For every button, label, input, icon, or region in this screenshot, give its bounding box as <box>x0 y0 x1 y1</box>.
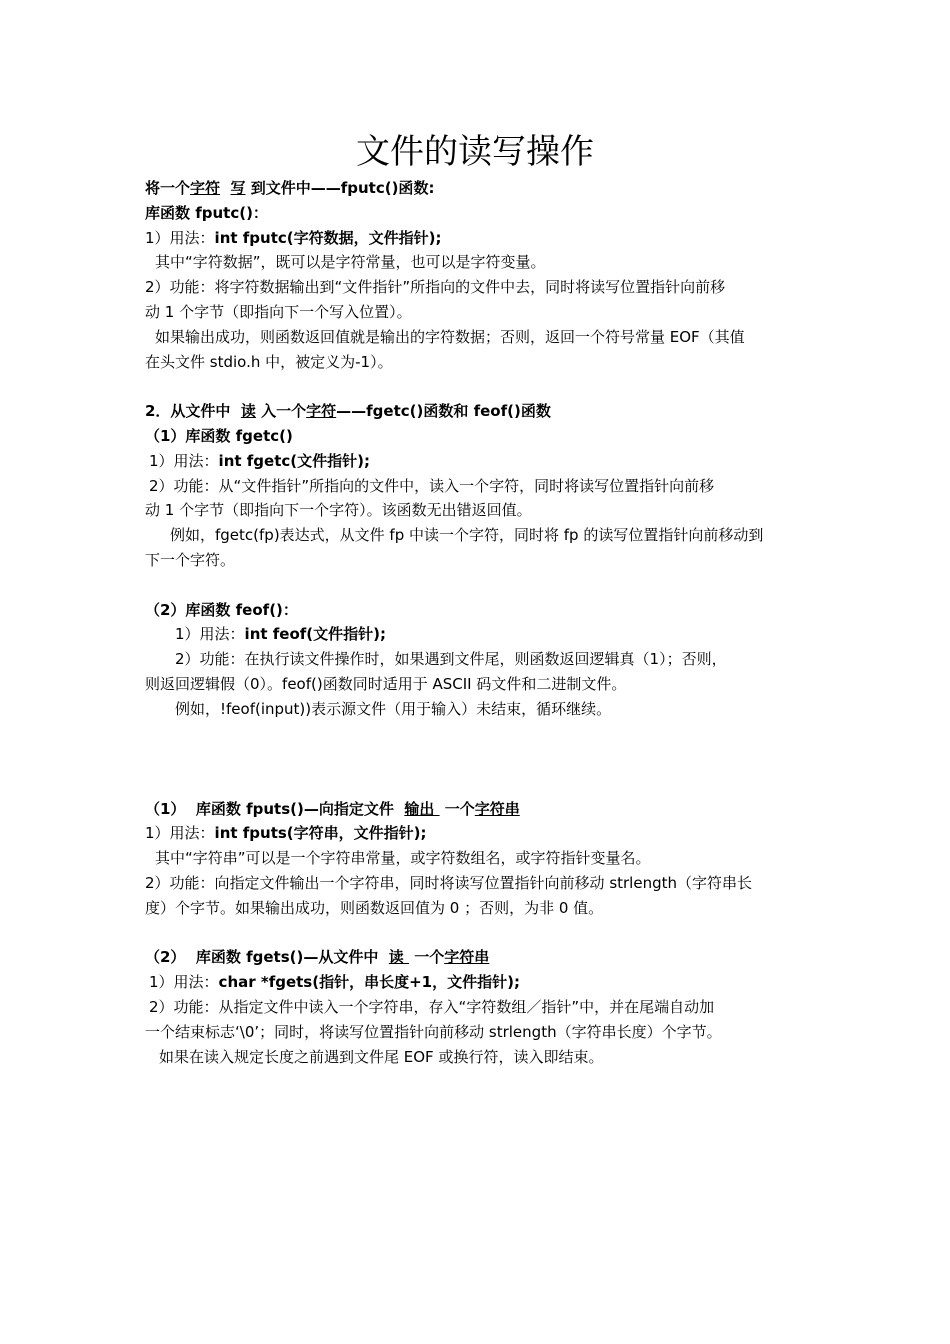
spacer <box>145 573 810 598</box>
document-body <box>145 176 810 1069</box>
section-heading-fgets <box>145 945 810 970</box>
section-heading-fputs <box>145 797 810 822</box>
paragraph-line: 一个结束标志‘\0’；同时，将读写位置指针向前移动 strlength（字符串长度）个字节。 <box>145 1022 722 1041</box>
heading-underlined-text: 字符串 <box>444 948 490 967</box>
section-heading-fgetc <box>145 399 810 424</box>
heading-text <box>220 179 230 197</box>
paragraph-line: 如果在读入规定长度之前遇到文件尾 EOF 或换行符，读入即结束。 <box>159 1047 604 1066</box>
heading-underlined-text: 写 <box>230 179 246 197</box>
heading-underlined-text: 读 <box>240 402 256 421</box>
paragraph-line: 在头文件 stdio.h 中，被定义为-1）。 <box>145 352 393 371</box>
section-heading-fputc <box>145 176 810 201</box>
heading-underlined-text: 输出 <box>404 799 440 818</box>
paragraph-line: 2）功能：向指定文件输出一个字符串，同时将读写位置指针向前移动 strlength（字符串长 <box>145 873 752 892</box>
paragraph-line: 例如，!feof(input))表示源文件（用于输入）未结束，循环继续。 <box>175 699 612 718</box>
paragraph-line: 其中“字符数据”，既可以是字符常量，也可以是字符变量。 <box>155 253 546 272</box>
paragraph-line: 度）个字节。如果输出成功，则函数返回值为 0 ；否则，为非 0 值。 <box>145 898 604 917</box>
paragraph-line: 动 1 个字节（即指向下一个写入位置）。 <box>145 302 412 321</box>
usage-signature: int fputc(字符数据，文件指针); <box>214 228 442 247</box>
usage-label: 1）用法： <box>145 824 215 843</box>
paragraph-line: 下一个字符。 <box>145 550 236 569</box>
spacer <box>145 722 810 797</box>
heading-text: 一个 <box>439 799 475 818</box>
library-fputc-label: 库函数 fputc()： <box>145 203 268 222</box>
heading-text: 将一个 <box>145 179 191 197</box>
paragraph-line: 2）功能：从“文件指针”所指向的文件中，读入一个字符，同时将读写位置指针向前移 <box>149 476 715 495</box>
page-title: 文件的读写操作 <box>356 132 594 172</box>
usage-line <box>145 226 810 251</box>
usage-signature: int feof(文件指针); <box>244 625 386 644</box>
spacer <box>145 374 810 399</box>
paragraph-line: 2）功能：将字符数据输出到“文件指针”所指向的文件中去，同时将读写位置指针向前移 <box>145 278 726 297</box>
paragraph-line: 其中“字符串”可以是一个字符串常量，或字符数组名，或字符指针变量名。 <box>155 849 651 868</box>
spacer <box>145 921 810 946</box>
paragraph-line: 2）功能：从指定文件中读入一个字符串，存入“字符数组／指针”中，并在尾端自动加 <box>149 997 715 1016</box>
usage-label: 1）用法： <box>145 228 215 247</box>
paragraph-line: 则返回逻辑假（0）。feof()函数同时适用于 ASCII 码文件和二进制文件。 <box>145 674 627 693</box>
heading-underlined-text: 字符串 <box>474 799 520 818</box>
heading-text: 到文件中——fputc()函数: <box>245 179 435 197</box>
heading-text: 2．从文件中 <box>145 402 241 421</box>
paragraph-line: 动 1 个字节（即指向下一个字符）。该函数无出错返回值。 <box>145 501 532 520</box>
usage-signature: char *fgets(指针，串长度+1，文件指针); <box>218 973 520 992</box>
heading-text: 一个 <box>409 948 445 967</box>
paragraph-line: 例如，fgetc(fp)表达式，从文件 fp 中读一个字符，同时将 fp 的读写位置指针向前移动到 <box>170 526 764 545</box>
heading-text: （2） 库函数 fgets()—从文件中 <box>145 948 389 967</box>
paragraph-line: 2）功能：在执行读文件操作时，如果遇到文件尾，则函数返回逻辑真（1）；否则， <box>175 650 727 669</box>
subheading-feof: （2）库函数 feof()： <box>145 600 298 619</box>
heading-underlined-text: 字符 <box>190 179 221 197</box>
usage-label: 1）用法： <box>149 973 219 992</box>
heading-underlined-text: 字符 <box>306 402 337 421</box>
usage-line <box>145 449 810 474</box>
usage-line <box>145 622 810 647</box>
heading-underlined-text: 读 <box>388 948 410 967</box>
usage-line <box>145 970 810 995</box>
usage-line <box>145 821 810 846</box>
heading-text: ——fgetc()函数和 feof()函数 <box>336 402 551 421</box>
usage-label: 1）用法： <box>149 451 219 470</box>
heading-text: 入一个 <box>255 402 307 421</box>
usage-signature: int fgetc(文件指针); <box>218 451 370 470</box>
heading-text: （1） 库函数 fputs()—向指定文件 <box>145 799 405 818</box>
paragraph-line: 如果输出成功，则函数返回值就是输出的字符数据；否则，返回一个符号常量 EOF（其值 <box>155 327 745 346</box>
usage-label: 1）用法： <box>175 625 245 644</box>
usage-signature: int fputs(字符串，文件指针); <box>214 824 427 843</box>
subheading-fgetc: （1）库函数 fgetc() <box>145 426 293 445</box>
